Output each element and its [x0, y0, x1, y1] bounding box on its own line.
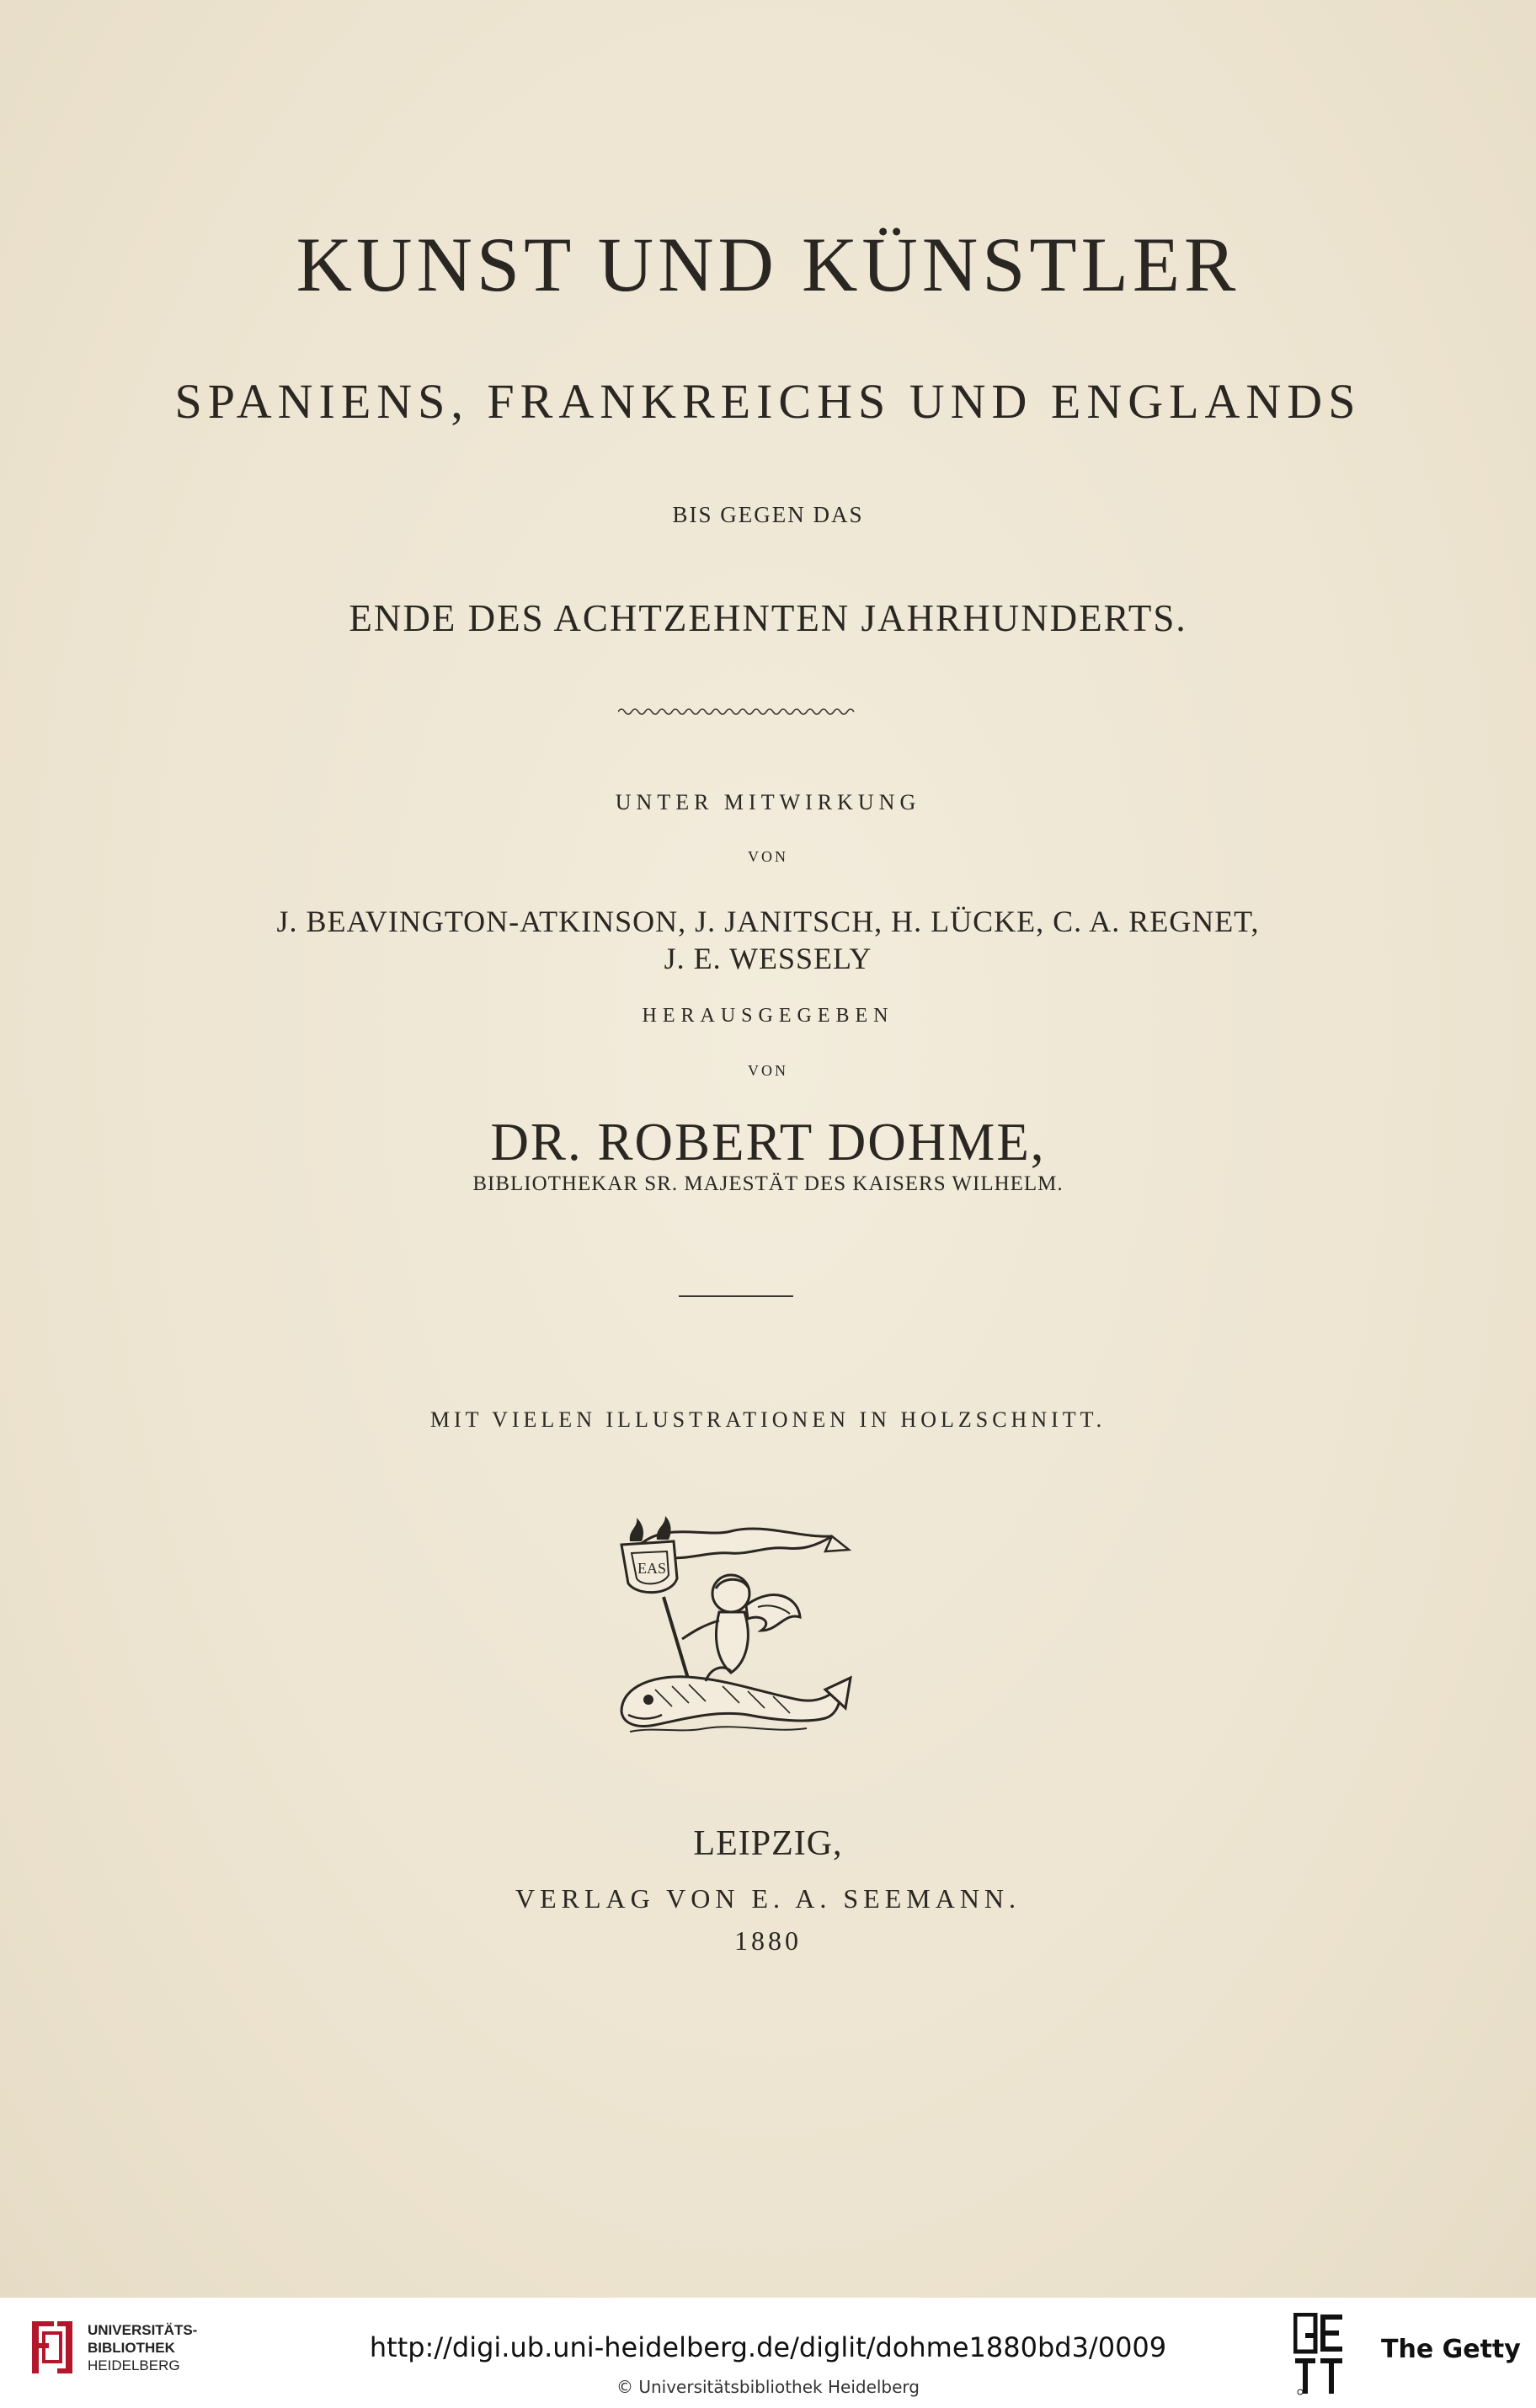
herausgegeben-line: HERAUSGEGEBEN: [642, 1005, 894, 1027]
author-title: BIBLIOTHEKAR SR. MAJESTÄT DES KAISERS WILHELM.: [472, 1172, 1064, 1195]
permalink-url[interactable]: http://digi.ub.uni-heidelberg.de/diglit/dohme1880bd3/0009: [369, 2331, 1167, 2363]
putto-on-dolphin-vignette: [605, 1513, 857, 1740]
svg-text:EAS: EAS: [637, 1560, 667, 1577]
ende-line: ENDE DES ACHTZEHNTEN JAHRHUNDERTS.: [349, 597, 1187, 639]
contributors-line-2: J. E. WESSELY: [664, 942, 872, 975]
viewer-footer-bar: [0, 2298, 1536, 2408]
unter-mitwirkung-line: UNTER MITWIRKUNG: [615, 790, 921, 814]
getty-wordmark[interactable]: The Getty: [1381, 2335, 1521, 2364]
copyright-notice: © Universitätsbibliothek Heidelberg: [616, 2377, 920, 2397]
short-rule-divider: [679, 1295, 793, 1297]
von-line-1: VON: [748, 848, 788, 865]
publication-place: LEIPZIG,: [693, 1824, 843, 1863]
publication-year: 1880: [734, 1925, 802, 1956]
ub-name-line-1: UNIVERSITÄTS-: [88, 2322, 198, 2338]
author-name: DR. ROBERT DOHME,: [490, 1113, 1046, 1172]
publisher: VERLAG VON E. A. SEEMANN.: [515, 1883, 1021, 1914]
illustrations-note: MIT VIELEN ILLUSTRATIONEN IN HOLZSCHNITT.: [429, 1407, 1107, 1432]
ub-name-line-2: BIBLIOTHEK: [88, 2340, 175, 2356]
bis-gegen-line: BIS GEGEN DAS: [672, 502, 864, 527]
getty-logo-icon[interactable]: [1293, 2313, 1344, 2397]
ub-name-line-3: HEIDELBERG: [88, 2357, 180, 2373]
book-title: KUNST UND KÜNSTLER: [296, 222, 1240, 307]
contributors-line-1: J. BEAVINGTON-ATKINSON, J. JANITSCH, H. LÜCKE, C. A. REGNET,: [276, 905, 1260, 938]
von-line-2: VON: [748, 1062, 788, 1079]
wavy-ornament-divider: [618, 706, 856, 718]
book-subtitle: SPANIENS, FRANKREICHS UND ENGLANDS: [174, 374, 1362, 429]
